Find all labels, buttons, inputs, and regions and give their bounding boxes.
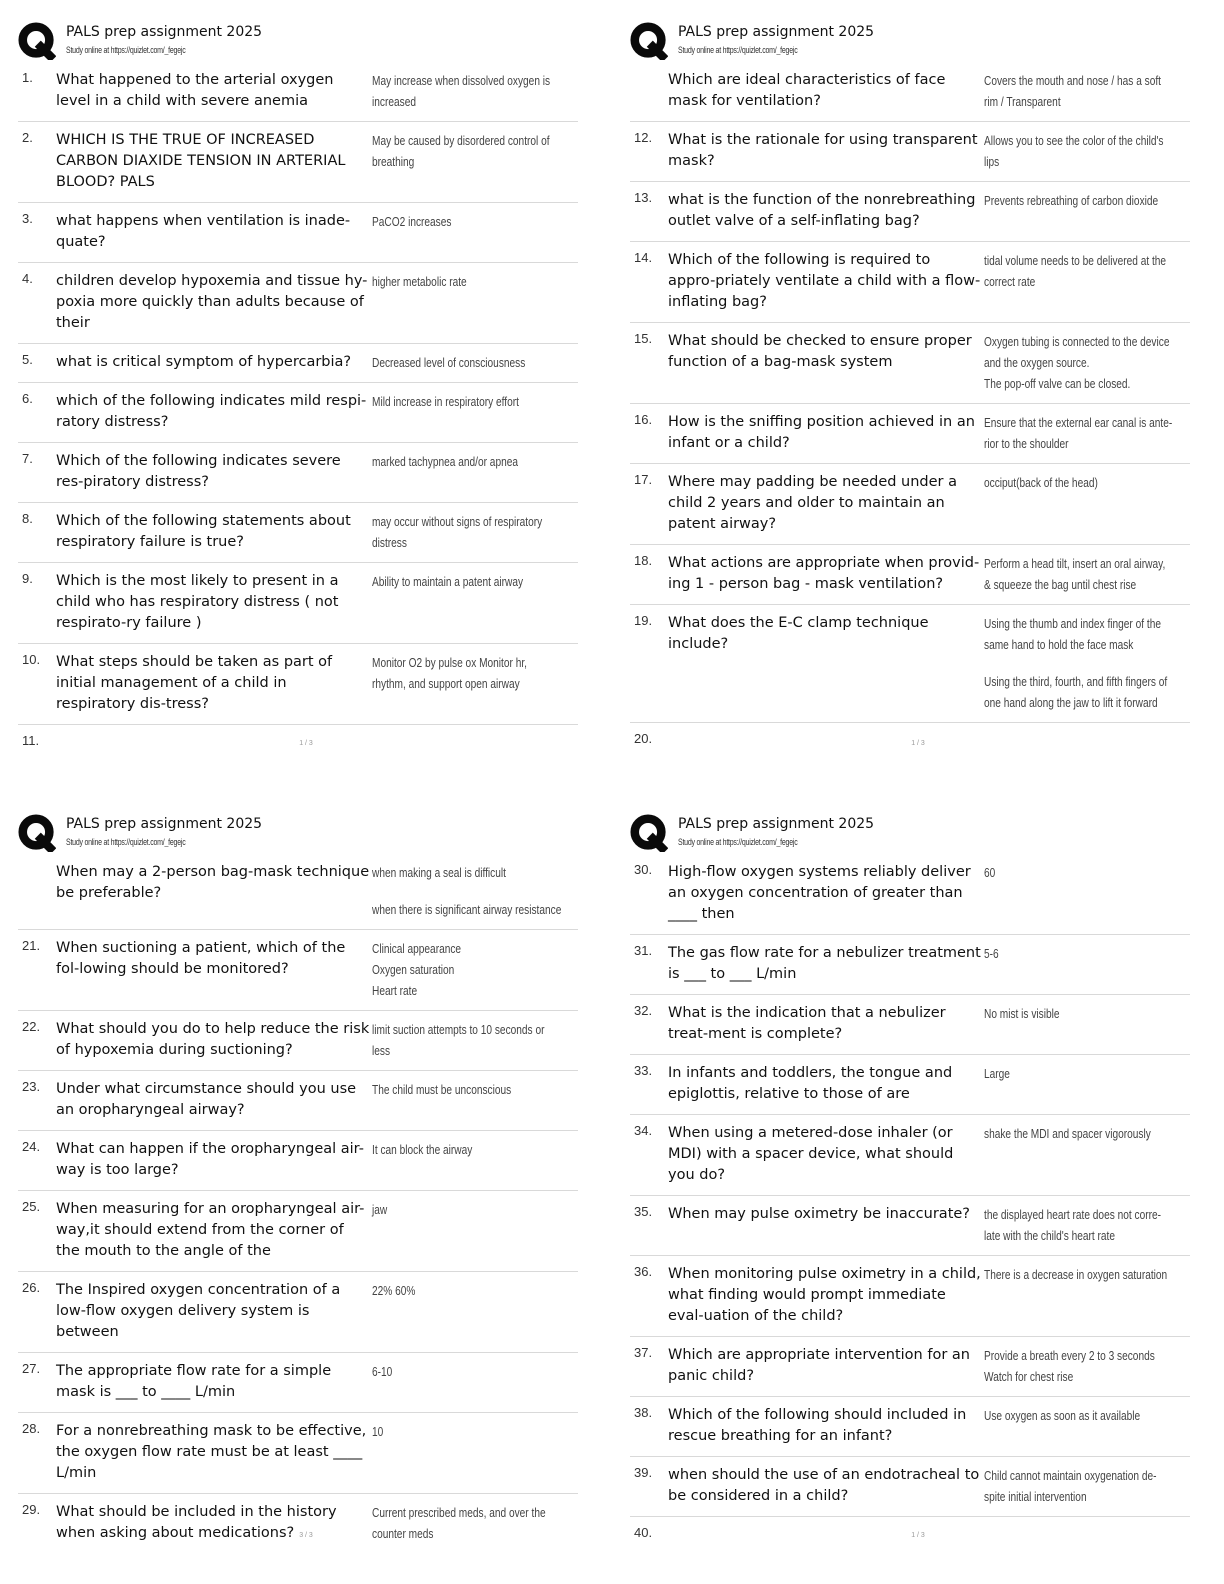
question-text: The gas flow rate for a nebulizer treatment is ___ to ___ L/min <box>668 945 981 982</box>
qa-row <box>18 1191 578 1272</box>
question-number: 29. <box>22 1502 41 1517</box>
answer-text <box>984 943 1145 985</box>
answer-text <box>372 211 533 253</box>
answer-line: Clinical appearance <box>372 941 462 956</box>
question-text: How is the sniffing position achieved in an infant or a child? <box>668 414 975 451</box>
answer-line: Heart rate <box>372 983 418 998</box>
answer-text <box>984 1123 1151 1186</box>
question-text: what is critical symptom of hypercarbia? <box>56 354 352 370</box>
question-number: 7. <box>22 451 33 466</box>
qa-list <box>18 854 578 1553</box>
answer-line: one hand along the jaw to lift it forward <box>984 695 1158 710</box>
question-text: Which of the following should included in rescue breathing for an infant? <box>668 1407 967 1444</box>
quizlet-logo-icon <box>18 22 56 60</box>
answer-text <box>372 451 533 493</box>
answer-line: shake the MDI and spacer vigorously <box>984 1126 1151 1141</box>
quizlet-logo-icon <box>630 814 668 852</box>
document-subtitle: Study online at https://quizlet.com/_fegejc <box>678 45 798 55</box>
document-title: PALS prep assignment 2025 <box>66 24 263 40</box>
question-number: 40. <box>634 1525 653 1540</box>
question-text: The appropriate flow rate for a simple mask is ___ to ____ L/min <box>56 1363 332 1400</box>
qa-row <box>630 464 1190 545</box>
question-number: 8. <box>22 511 33 526</box>
question-number: 18. <box>634 553 653 568</box>
answer-text <box>984 1204 1161 1246</box>
question-text: When may pulse oximetry be inaccurate? <box>668 1206 970 1222</box>
question-text: When using a metered-dose inhaler (or MDI) with a spacer device, what should you do? <box>668 1125 954 1183</box>
qa-row <box>630 323 1190 404</box>
qa-row <box>18 62 578 122</box>
qa-row <box>18 443 578 503</box>
question-number: 5. <box>22 352 33 367</box>
qa-row <box>18 930 578 1011</box>
question-text: What is the rationale for using transparent mask? <box>668 132 978 169</box>
qa-list <box>630 62 1190 755</box>
question-text: High-flow oxygen systems reliably deliver an oxygen concentration of greater than ____ then <box>668 864 971 922</box>
answer-line: Large <box>984 1066 1010 1081</box>
page-4 <box>612 792 1224 1584</box>
answer-text <box>372 652 533 715</box>
qa-row <box>630 854 1190 935</box>
answer-line: limit suction attempts to 10 seconds or <box>372 1022 545 1037</box>
qa-row <box>18 203 578 263</box>
question-text: What does the E-C clamp technique include? <box>668 615 929 652</box>
qa-row <box>18 1494 578 1553</box>
qa-row <box>630 182 1190 242</box>
question-text: Which of the following statements about respiratory failure is true? <box>56 513 351 550</box>
answer-line: Using the third, fourth, and fifth fingers of <box>984 674 1168 689</box>
answer-line: distress <box>372 535 407 550</box>
answer-line: counter meds <box>372 1526 434 1541</box>
question-number: 27. <box>22 1361 41 1376</box>
answer-line <box>984 655 1167 671</box>
answer-text <box>372 571 533 634</box>
answer-text <box>372 271 533 334</box>
qa-row <box>18 122 578 203</box>
answer-text <box>984 1003 1145 1045</box>
answer-line: Current prescribed meds, and over the <box>372 1505 546 1520</box>
document-title: PALS prep assignment 2025 <box>66 816 263 832</box>
answer-text <box>984 1063 1145 1105</box>
answer-line: Ability to maintain a patent airway <box>372 574 524 589</box>
document-subtitle: Study online at https://quizlet.com/_fegejc <box>66 45 186 55</box>
qa-row <box>18 383 578 443</box>
answer-line: Covers the mouth and nose / has a soft <box>984 73 1161 88</box>
question-number: 19. <box>634 613 653 628</box>
answer-line: rhythm, and support open airway <box>372 676 520 691</box>
answer-text <box>984 472 1145 535</box>
question-number: 14. <box>634 250 653 265</box>
answer-line: may occur without signs of respiratory <box>372 514 543 529</box>
page-header <box>18 20 578 62</box>
page-1 <box>0 0 612 792</box>
question-number: 35. <box>634 1204 653 1219</box>
answer-line: The pop-off valve can be closed. <box>984 376 1131 391</box>
question-text: Under what circumstance should you use an oropharyngeal airway? <box>56 1081 357 1118</box>
answer-text <box>984 553 1165 595</box>
question-number: 28. <box>22 1421 41 1436</box>
answer-line: Oxygen tubing is connected to the device <box>984 334 1170 349</box>
question-number: 32. <box>634 1003 653 1018</box>
answer-line: and the oxygen source. <box>984 355 1090 370</box>
question-text: For a nonrebreathing mask to be effective, the oxygen flow rate must be at least ____ L/min <box>56 1423 367 1481</box>
question-text: What can happen if the oropharyngeal air-way is too large? <box>56 1141 364 1178</box>
answer-line: Prevents rebreathing of carbon dioxide <box>984 193 1159 208</box>
question-text: What steps should be taken as part of initial management of a child in respiratory dis-tress? <box>56 654 333 712</box>
quizlet-logo-icon <box>18 814 56 852</box>
question-number: 24. <box>22 1139 41 1154</box>
qa-row <box>630 1337 1190 1397</box>
qa-row <box>630 1397 1190 1457</box>
page-header <box>18 812 578 854</box>
question-text: Which of the following is required to appro-priately ventilate a child with a flow-inflating bag? <box>668 252 981 310</box>
answer-line: Watch for chest rise <box>984 1369 1074 1384</box>
qa-row <box>630 1256 1190 1337</box>
page-2 <box>612 0 1224 792</box>
qa-row <box>18 563 578 644</box>
answer-line: It can block the airway <box>372 1142 473 1157</box>
question-text: When suctioning a patient, which of the fol-lowing should be monitored? <box>56 940 346 977</box>
answer-line: rior to the shoulder <box>984 436 1069 451</box>
answer-text <box>372 1199 533 1262</box>
question-text: Which are ideal characteristics of face mask for ventilation? <box>668 72 946 109</box>
question-text: What happened to the arterial oxygen level in a child with severe anemia <box>56 72 334 109</box>
answer-line: tidal volume needs to be delivered at the <box>984 253 1167 268</box>
question-number: 23. <box>22 1079 41 1094</box>
answer-line: May be caused by disordered control of <box>372 133 550 148</box>
answer-line: Perform a head tilt, insert an oral airway, <box>984 556 1166 571</box>
qa-row <box>630 935 1190 995</box>
question-text: What actions are appropriate when provid-ing 1 - person bag - mask ventilation? <box>668 555 980 592</box>
qa-row <box>630 605 1190 723</box>
answer-text <box>984 70 1161 112</box>
qa-row <box>630 242 1190 323</box>
answer-line: Decreased level of consciousness <box>372 355 526 370</box>
qa-row <box>630 1115 1190 1196</box>
answer-text <box>372 1019 544 1061</box>
qa-row <box>18 1071 578 1131</box>
qa-row <box>18 1272 578 1353</box>
answer-line: 6-10 <box>372 1364 393 1379</box>
question-number: 15. <box>634 331 653 346</box>
answer-line: breathing <box>372 154 415 169</box>
question-number: 25. <box>22 1199 41 1214</box>
answer-line: Allows you to see the color of the child's <box>984 133 1164 148</box>
question-number: 6. <box>22 391 33 406</box>
question-text: Which of the following indicates severe res-piratory distress? <box>56 453 341 490</box>
answer-text <box>984 250 1166 313</box>
answer-line: 5-6 <box>984 946 999 961</box>
question-text: what is the function of the nonrebreathing outlet valve of a self-inflating bag? <box>668 192 976 229</box>
answer-text <box>984 1405 1145 1447</box>
answer-text <box>984 613 1167 713</box>
document-subtitle: Study online at https://quizlet.com/_fegejc <box>678 837 798 847</box>
question-number: 16. <box>634 412 653 427</box>
qa-row <box>18 263 578 344</box>
page-number: 1 / 3 <box>911 740 925 747</box>
answer-text <box>372 1421 533 1484</box>
answer-text <box>372 70 550 112</box>
qa-row <box>18 854 578 930</box>
qa-row <box>18 503 578 563</box>
answer-line: Use oxygen as soon as it available <box>984 1408 1141 1423</box>
qa-row <box>630 122 1190 182</box>
qa-row <box>630 545 1190 605</box>
qa-list <box>18 62 578 757</box>
question-text: The Inspired oxygen concentration of a low-flow oxygen delivery system is between <box>56 1282 341 1340</box>
answer-text <box>372 391 533 433</box>
answer-line: marked tachypnea and/or apnea <box>372 454 519 469</box>
question-text: In infants and toddlers, the tongue and epiglottis, relative to those of are <box>668 1065 953 1102</box>
answer-text <box>984 862 1145 925</box>
question-text: What should you do to help reduce the risk of hypoxemia during suctioning? <box>56 1021 370 1058</box>
answer-text <box>372 1079 533 1121</box>
answer-line: increased <box>372 94 416 109</box>
document-title: PALS prep assignment 2025 <box>678 24 875 40</box>
page-header <box>630 812 1190 854</box>
qa-list <box>630 854 1190 1549</box>
answer-text <box>372 1139 533 1181</box>
question-number: 1. <box>22 70 33 85</box>
question-number: 2. <box>22 130 33 145</box>
question-text: What is the indication that a nebulizer treat-ment is complete? <box>668 1005 946 1042</box>
question-text: When may a 2-person bag-mask technique be preferable? <box>56 864 370 901</box>
question-number: 37. <box>634 1345 653 1360</box>
answer-text <box>984 1465 1156 1507</box>
answer-text <box>372 511 542 553</box>
question-text: WHICH IS THE TRUE OF INCREASED CARBON DIAXIDE TENSION IN ARTERIAL BLOOD? PALS <box>56 132 346 190</box>
answer-text <box>984 1264 1167 1327</box>
question-number: 3. <box>22 211 33 226</box>
question-number: 26. <box>22 1280 41 1295</box>
answer-text <box>372 352 533 373</box>
answer-line: No mist is visible <box>984 1006 1060 1021</box>
question-number: 17. <box>634 472 653 487</box>
qa-row <box>630 1055 1190 1115</box>
question-number <box>630 70 668 112</box>
answer-line: 22% 60% <box>372 1283 416 1298</box>
document-title: PALS prep assignment 2025 <box>678 816 875 832</box>
answer-text <box>372 130 550 193</box>
question-text: When measuring for an oropharyngeal air-way,it should extend from the corner of the mouth to the angle of the <box>56 1201 365 1259</box>
page-number: 1 / 3 <box>299 740 313 747</box>
question-text: which of the following indicates mild respi-ratory distress? <box>56 393 367 430</box>
answer-text <box>984 1345 1155 1387</box>
question-number: 22. <box>22 1019 41 1034</box>
answer-line: higher metabolic rate <box>372 274 467 289</box>
answer-line: less <box>372 1043 391 1058</box>
qa-row <box>18 1353 578 1413</box>
question-number: 36. <box>634 1264 653 1279</box>
question-number: 21. <box>22 938 41 953</box>
answer-line: when making a seal is difficult <box>372 865 506 880</box>
answer-line: Ensure that the external ear canal is ante- <box>984 415 1173 430</box>
question-number: 33. <box>634 1063 653 1078</box>
answer-line: Mild increase in respiratory effort <box>372 394 519 409</box>
page-header <box>630 20 1190 62</box>
question-text: Which are appropriate intervention for an panic child? <box>668 1347 970 1384</box>
qa-row <box>630 62 1190 122</box>
answer-line: Provide a breath every 2 to 3 seconds <box>984 1348 1155 1363</box>
answer-line: correct rate <box>984 274 1036 289</box>
answer-line <box>372 883 561 899</box>
answer-line: Oxygen saturation <box>372 962 455 977</box>
question-number: 38. <box>634 1405 653 1420</box>
answer-line: 10 <box>372 1424 384 1439</box>
answer-line: jaw <box>372 1202 388 1217</box>
answer-line: There is a decrease in oxygen saturation <box>984 1267 1168 1282</box>
answer-line: The child must be unconscious <box>372 1082 512 1097</box>
answer-text <box>984 412 1172 454</box>
document-subtitle: Study online at https://quizlet.com/_fegejc <box>66 837 186 847</box>
question-number: 11. <box>22 733 40 748</box>
answer-text <box>984 331 1169 394</box>
answer-line: same hand to hold the face mask <box>984 637 1134 652</box>
question-text: When monitoring pulse oximetry in a child, what finding would prompt immediate eval-uation of the child? <box>668 1266 981 1324</box>
answer-line: the displayed heart rate does not corre- <box>984 1207 1161 1222</box>
question-text: Which is the most likely to present in a child who has respiratory distress ( not respirato-ry failure ) <box>56 573 339 631</box>
question-number: 39. <box>634 1465 653 1480</box>
qa-row <box>630 1457 1190 1517</box>
answer-line: Child cannot maintain oxygenation de- <box>984 1468 1157 1483</box>
qa-row <box>18 1131 578 1191</box>
question-text: Where may padding be needed under a child 2 years and older to maintain an patent airway? <box>668 474 958 532</box>
question-text: what happens when ventilation is inade-quate? <box>56 213 351 250</box>
page-number: 3 / 3 <box>299 1532 313 1539</box>
answer-line: May increase when dissolved oxygen is <box>372 73 551 88</box>
answer-line: lips <box>984 154 1000 169</box>
question-number: 12. <box>634 130 653 145</box>
answer-text <box>372 1361 533 1403</box>
answer-line: PaCO2 increases <box>372 214 452 229</box>
answer-text <box>984 190 1158 232</box>
question-number: 10. <box>22 652 41 667</box>
qa-row <box>18 344 578 383</box>
answer-line: when there is significant airway resistance <box>372 902 562 917</box>
answer-text <box>372 938 533 1001</box>
page-3 <box>0 792 612 1584</box>
question-text: children develop hypoxemia and tissue hy-poxia more quickly than adults because of their <box>56 273 368 331</box>
question-number: 4. <box>22 271 33 286</box>
qa-row <box>630 995 1190 1055</box>
answer-line: 60 <box>984 865 996 880</box>
answer-line: spite initial intervention <box>984 1489 1087 1504</box>
question-text: What should be checked to ensure proper function of a bag-mask system <box>668 333 972 370</box>
qa-row <box>630 404 1190 464</box>
answer-line: Monitor O2 by pulse ox Monitor hr, <box>372 655 527 670</box>
qa-row <box>18 644 578 725</box>
answer-line: Using the thumb and index finger of the <box>984 616 1162 631</box>
question-number: 34. <box>634 1123 653 1138</box>
question-number <box>18 862 56 920</box>
answer-text <box>372 862 561 920</box>
qa-row <box>18 1011 578 1071</box>
answer-line: & squeeze the bag until chest rise <box>984 577 1137 592</box>
answer-line: rim / Transparent <box>984 94 1061 109</box>
question-text: What should be included in the history when asking about medications? <box>56 1504 337 1541</box>
question-number: 31. <box>634 943 653 958</box>
quizlet-logo-icon <box>630 22 668 60</box>
question-number: 20. <box>634 731 653 746</box>
answer-line: late with the child's heart rate <box>984 1228 1116 1243</box>
answer-line: occiput(back of the head) <box>984 475 1098 490</box>
answer-text <box>372 1280 533 1343</box>
question-text: when should the use of an endotracheal to be considered in a child? <box>668 1467 980 1504</box>
question-number: 13. <box>634 190 653 205</box>
qa-row <box>630 723 1190 755</box>
question-number: 9. <box>22 571 33 586</box>
page-number: 1 / 3 <box>911 1532 925 1539</box>
question-number: 30. <box>634 862 653 877</box>
qa-row <box>18 1413 578 1494</box>
qa-row <box>630 1196 1190 1256</box>
answer-text <box>984 130 1163 172</box>
